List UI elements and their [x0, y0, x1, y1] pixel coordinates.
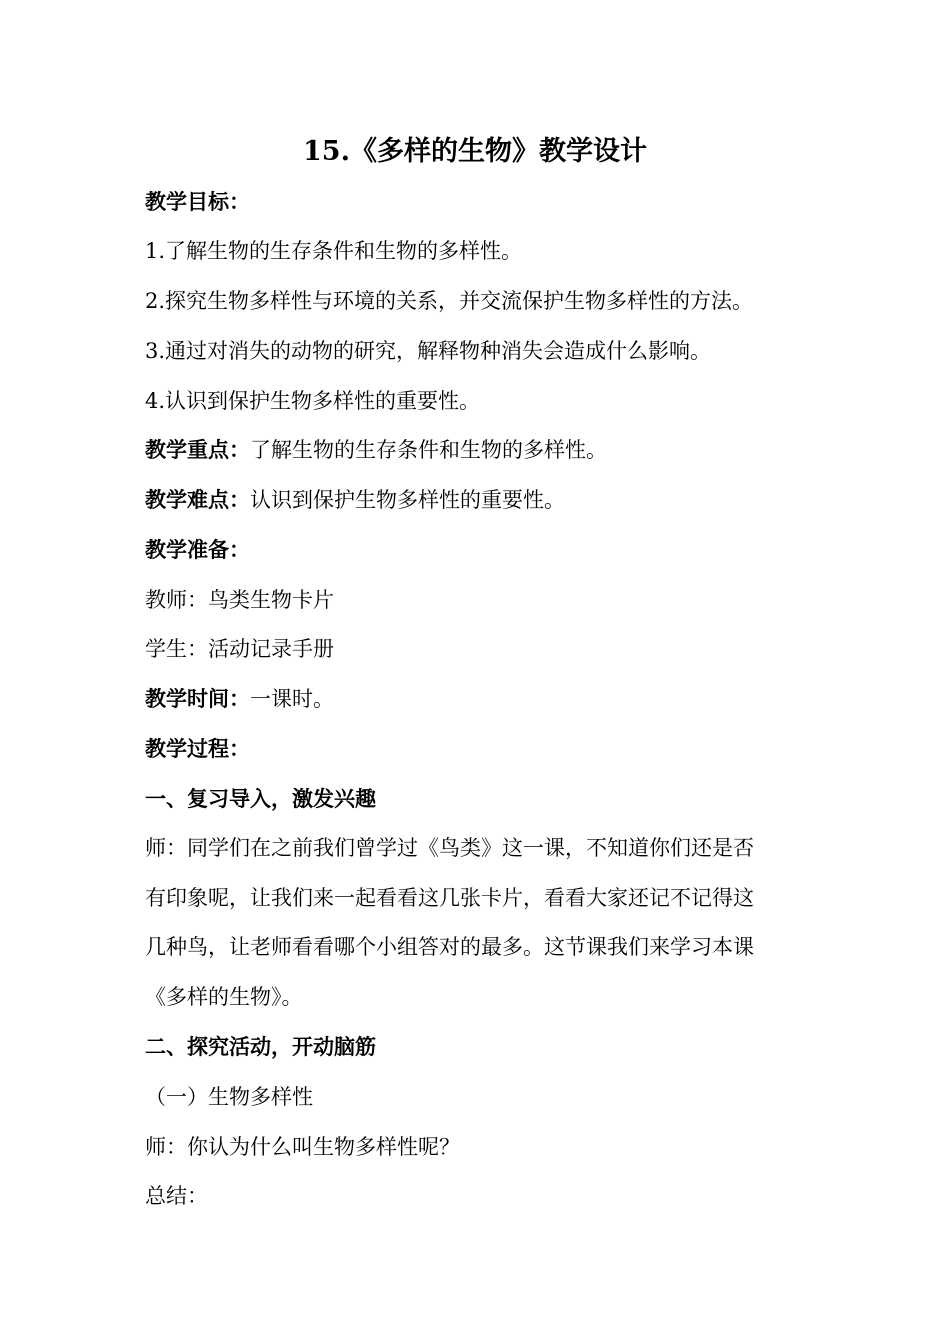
paragraph-line-1: 师：同学们在之前我们曾学过《鸟类》这一课，不知道你们还是否 — [145, 836, 754, 860]
section1-paragraph — [145, 824, 813, 1022]
section1-heading: 一、复习导入，激发兴趣 — [145, 786, 376, 811]
paragraph-line-3: 几种鸟，让老师看看哪个小组答对的最多。这节课我们来学习本课 — [145, 935, 754, 959]
objective-item-4: 4.认识到保护生物多样性的重要性。 — [145, 389, 481, 413]
teacher-preparation: 教师：鸟类生物卡片 — [145, 588, 334, 612]
key-point-text: 了解生物的生存条件和生物的多样性。 — [250, 438, 607, 462]
section2-heading: 二、探究活动，开动脑筋 — [145, 1034, 376, 1059]
process-heading: 教学过程： — [145, 736, 250, 761]
student-preparation: 学生：活动记录手册 — [145, 637, 334, 661]
objective-item-3: 3.通过对消失的动物的研究，解释物种消失会造成什么影响。 — [145, 339, 712, 363]
time-label: 教学时间： — [145, 686, 250, 711]
objective-item-2: 2.探究生物多样性与环境的关系，并交流保护生物多样性的方法。 — [145, 289, 754, 313]
document-title: 15.《多样的生物》教学设计 — [303, 136, 647, 167]
key-point-line — [145, 435, 815, 465]
objective-item-1: 1.了解生物的生存条件和生物的多样性。 — [145, 239, 523, 263]
summary-label: 总结： — [145, 1184, 208, 1208]
paragraph-line-4: 《多样的生物》。 — [145, 984, 303, 1009]
difficulty-text: 认识到保护生物多样性的重要性。 — [250, 488, 565, 512]
difficulty-label: 教学难点： — [145, 487, 250, 512]
time-text: 一课时。 — [250, 687, 334, 711]
objectives-heading: 教学目标： — [145, 189, 250, 214]
paragraph-line-2: 有印象呢，让我们来一起看看这几张卡片，看看大家还记不记得这 — [145, 885, 754, 910]
subsection1-heading: （一）生物多样性 — [145, 1085, 313, 1109]
difficulty-line — [145, 485, 815, 515]
key-point-label: 教学重点： — [145, 437, 250, 462]
preparation-heading: 教学准备： — [145, 537, 250, 562]
time-line — [145, 684, 815, 714]
teacher-question: 师：你认为什么叫生物多样性呢？ — [145, 1135, 460, 1159]
